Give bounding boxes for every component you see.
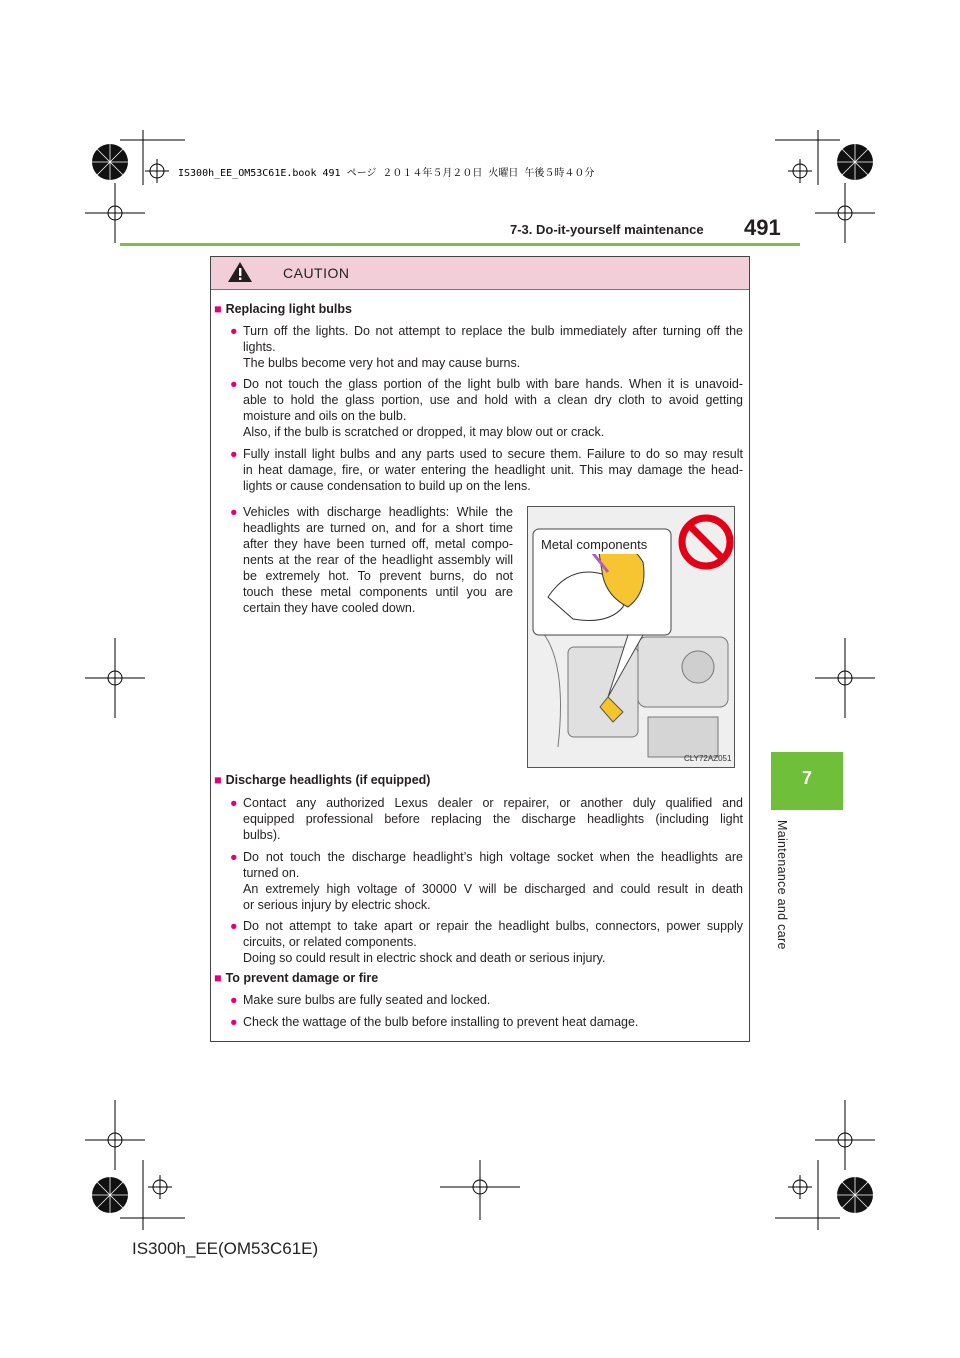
bullet-item: ● Do not attempt to take apart or repair the headlight bulbs, connectors, power supply circuits, or related components. Doing so could result in electric shock and death or serious injury. — [230, 919, 743, 965]
warning-icon — [227, 260, 253, 284]
figure-code: CLY72AZ051 — [684, 754, 732, 763]
bullet-item: ● Contact any authorized Lexus dealer or repairer, or another duly qualified and equipped professional before replacing the discharge headlights (including light bulbs). — [230, 796, 743, 842]
print-mark: IS300h_EE_OM53C61E.book 491 ページ ２０１４年５月２０日 火曜日 午後５時４０分 — [178, 168, 595, 179]
bullet-item: ● Fully install light bulbs and any parts used to secure them. Failure to do so may result in heat damage, fire, or water entering the headlight unit. This may damage the head- lights or cause condensation to build up on the lens. — [230, 447, 743, 493]
chapter-label: Maintenance and care — [775, 820, 789, 950]
bullet-item: ● Do not touch the discharge headlight’s high voltage socket when the headlights are turned on. An extremely high voltage of 30000 V will be discharged and could result in death or serious injury by electric shock. — [230, 850, 743, 912]
header-rule — [120, 243, 800, 246]
bullet-item: ● Turn off the lights. Do not attempt to replace the bulb immediately after turning off the lights. The bulbs become very hot and may cause burns. — [230, 324, 743, 370]
chapter-number: 7 — [801, 768, 812, 788]
section-header: 7-3. Do-it-yourself maintenance — [510, 222, 704, 237]
section-heading: ■ Replacing light bulbs — [214, 302, 352, 316]
bullet-item: ● Do not touch the glass portion of the light bulb with bare hands. When it is unavoid- able to hold the glass portion, use and hold with a clean dry cloth to avoid getting moisture and oils on the bulb. Also, if the bulb is scratched or dropped, it may blow out or crack. — [230, 377, 743, 439]
bullet-item: ● Make sure bulbs are fully seated and locked. — [230, 993, 491, 1007]
page-number: 491 — [744, 215, 781, 240]
headlight-illustration — [527, 506, 735, 768]
figure-callout: Metal components — [538, 535, 650, 554]
section-heading: ■ To prevent damage or fire — [214, 971, 379, 985]
bullet-item: ● Check the wattage of the bulb before installing to prevent heat damage. — [230, 1015, 639, 1029]
model-code: IS300h_EE(OM53C61E) — [132, 1239, 319, 1258]
caution-header — [211, 257, 749, 290]
section-heading: ■ Discharge headlights (if equipped) — [214, 773, 431, 787]
bullet-item: ● Vehicles with discharge headlights: While the headlights are turned on, and for a short time after they have been turned off, metal compo- nents at the rear of the headlight assembly will be extremely hot. To prevent burns, do not touch these metal components until you are certain they have cooled down. — [230, 505, 513, 615]
caution-title: CAUTION — [283, 265, 350, 281]
